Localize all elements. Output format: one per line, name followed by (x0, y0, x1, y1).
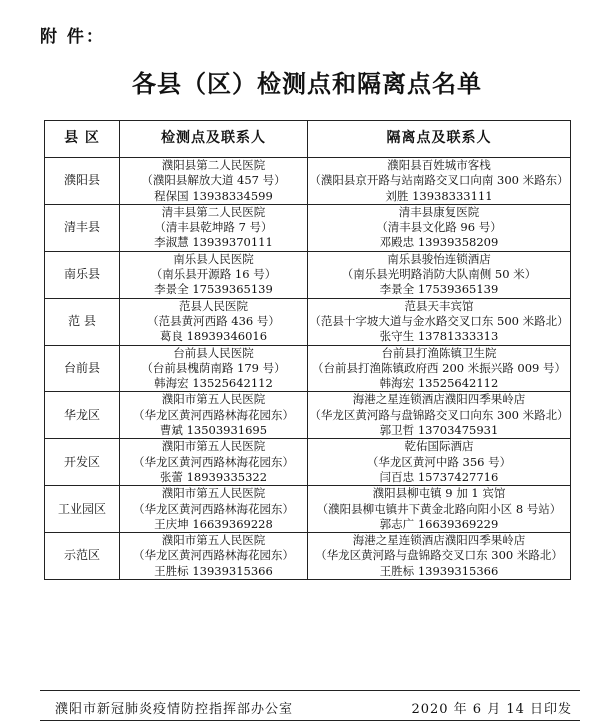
contact-person: 郭志广 16639369229 (379, 516, 499, 531)
isolation-site-cell (308, 533, 571, 580)
county-cell: 示范区 (45, 533, 120, 580)
site-name: 濮阳县柳屯镇 9 加 1 宾馆 (372, 486, 506, 501)
table-row (45, 345, 571, 392)
site-name: 清丰县康复医院 (398, 204, 480, 219)
site-address: （清丰县文化路 96 号） (376, 220, 502, 235)
footer-date: 2020 年 6 月 14 日印发 (411, 702, 572, 717)
site-name: 台前县人民医院 (173, 345, 254, 360)
test-site-cell (120, 439, 308, 486)
contact-person: 邓殿忠 13939358209 (379, 235, 499, 250)
site-address: （南乐县开源路 16 号） (150, 267, 277, 282)
site-name: 清丰县第二人民医院 (161, 204, 266, 219)
site-name: 南乐县人民医院 (173, 251, 254, 266)
county-cell: 工业园区 (45, 486, 120, 533)
table-row (45, 158, 571, 205)
site-name: 海港之星连锁酒店濮阳四季果岭店 (352, 533, 526, 548)
site-address: （濮阳县解放大道 457 号） (141, 173, 286, 188)
header-isolation-site: 隔离点及联系人 (308, 121, 571, 158)
isolation-site-cell (308, 251, 571, 298)
test-site-cell (120, 345, 308, 392)
page-title: 各县（区）检测点和隔离点名单 (132, 69, 482, 98)
contact-person: 程保国 13938334599 (154, 188, 273, 203)
site-address: （南乐县光明路消防大队南侧 50 米） (341, 267, 537, 282)
county-cell: 清丰县 (45, 204, 120, 251)
site-name: 濮阳县百姓城市客栈 (387, 158, 491, 172)
isolation-site-cell (308, 345, 571, 392)
county-cell: 华龙区 (45, 392, 120, 439)
contact-person: 郭卫哲 13703475931 (379, 423, 499, 438)
table-header-row (45, 121, 571, 158)
site-address: （范县十字坡大道与金水路交叉口东 500 米路北） (309, 313, 569, 328)
contact-person: 刘胜 13938333111 (385, 188, 493, 203)
contact-person: 王胜标 13939315366 (379, 563, 499, 578)
county-cell: 开发区 (45, 439, 120, 486)
site-name: 濮阳市第五人民医院 (161, 533, 266, 548)
contact-person: 王胜标 13939315366 (154, 563, 273, 578)
attachment-label: 附 件： (40, 27, 105, 47)
table-row (45, 439, 571, 486)
site-address: （华龙区黄河路与盘锦路交叉口向东 300 米路北） (309, 407, 569, 422)
contact-person: 李景全 17539365139 (379, 282, 499, 297)
contact-person: 张守生 13781333313 (379, 329, 499, 344)
isolation-site-cell (308, 486, 571, 533)
county-cell: 台前县 (45, 345, 120, 392)
site-table (44, 120, 571, 580)
table-row (45, 392, 571, 439)
contact-person: 曹斌 13503931695 (159, 423, 268, 438)
site-name: 范县人民医院 (179, 298, 248, 313)
table-row (45, 486, 571, 533)
site-address: （台前县槐荫南路 179 号） (141, 360, 286, 375)
county-cell: 范 县 (45, 298, 120, 345)
site-address: （清丰县乾坤路 7 号） (154, 220, 273, 235)
footer-issuer: 濮阳市新冠肺炎疫情防控指挥部办公室 (55, 702, 294, 717)
test-site-cell (120, 251, 308, 298)
contact-person: 葛良 18939346016 (159, 329, 268, 344)
site-name: 濮阳市第五人民医院 (161, 392, 266, 407)
test-site-cell (120, 298, 308, 345)
site-address: （华龙区黄河西路林海花园东） (133, 454, 294, 469)
site-name: 濮阳市第五人民医院 (161, 439, 266, 454)
footer-bottom-rule (40, 720, 580, 721)
site-name: 台前县打渔陈镇卫生院 (381, 345, 497, 360)
isolation-site-cell (308, 158, 571, 205)
contact-person: 李景全 17539365139 (154, 282, 273, 297)
test-site-cell (120, 486, 308, 533)
site-name: 乾佑国际酒店 (404, 439, 474, 454)
table-row (45, 251, 571, 298)
county-cell: 濮阳县 (45, 158, 120, 205)
test-site-cell (120, 204, 308, 251)
contact-person: 韩海宏 13525642112 (379, 376, 499, 391)
site-address: （台前县打渔陈镇政府西 200 米振兴路 009 号） (311, 360, 567, 375)
table-row (45, 298, 571, 345)
contact-person: 闫百忠 15737427716 (379, 469, 499, 484)
site-name: 南乐县骏怡连锁酒店 (387, 251, 491, 266)
footer (0, 690, 614, 724)
isolation-site-cell (308, 392, 571, 439)
site-address: （濮阳县柳屯镇井下黄金北路向阳小区 8 号站） (316, 501, 562, 516)
site-name: 濮阳县第二人民医院 (161, 158, 266, 172)
site-address: （华龙区黄河中路 356 号） (366, 454, 512, 469)
site-name: 海港之星连锁酒店濮阳四季果岭店 (352, 392, 526, 407)
contact-person: 张蕾 18939335322 (159, 469, 268, 484)
test-site-cell (120, 533, 308, 580)
footer-top-rule (40, 690, 580, 691)
contact-person: 李淑慧 13939370111 (154, 235, 273, 250)
isolation-site-cell (308, 298, 571, 345)
site-name: 范县天丰宾馆 (404, 298, 474, 313)
contact-person: 王庆坤 16639369228 (154, 516, 273, 531)
table-row (45, 204, 571, 251)
contact-person: 韩海宏 13525642112 (154, 376, 273, 391)
site-address: （濮阳县京开路与站南路交叉口向南 300 米路东） (309, 173, 569, 188)
isolation-site-cell (308, 204, 571, 251)
site-address: （华龙区黄河西路林海花园东） (133, 501, 294, 516)
site-address: （华龙区黄河路与盘锦路交叉口东 300 米路北） (315, 548, 563, 563)
test-site-cell (120, 158, 308, 205)
site-name: 濮阳市第五人民医院 (161, 486, 266, 501)
isolation-site-cell (308, 439, 571, 486)
site-address: （华龙区黄河西路林海花园东） (133, 548, 294, 563)
site-address: （范县黄河西路 436 号） (147, 313, 280, 328)
header-county: 县 区 (45, 121, 120, 158)
county-cell: 南乐县 (45, 251, 120, 298)
site-address: （华龙区黄河西路林海花园东） (133, 407, 294, 422)
table-row (45, 533, 571, 580)
header-test-site: 检测点及联系人 (120, 121, 308, 158)
test-site-cell (120, 392, 308, 439)
